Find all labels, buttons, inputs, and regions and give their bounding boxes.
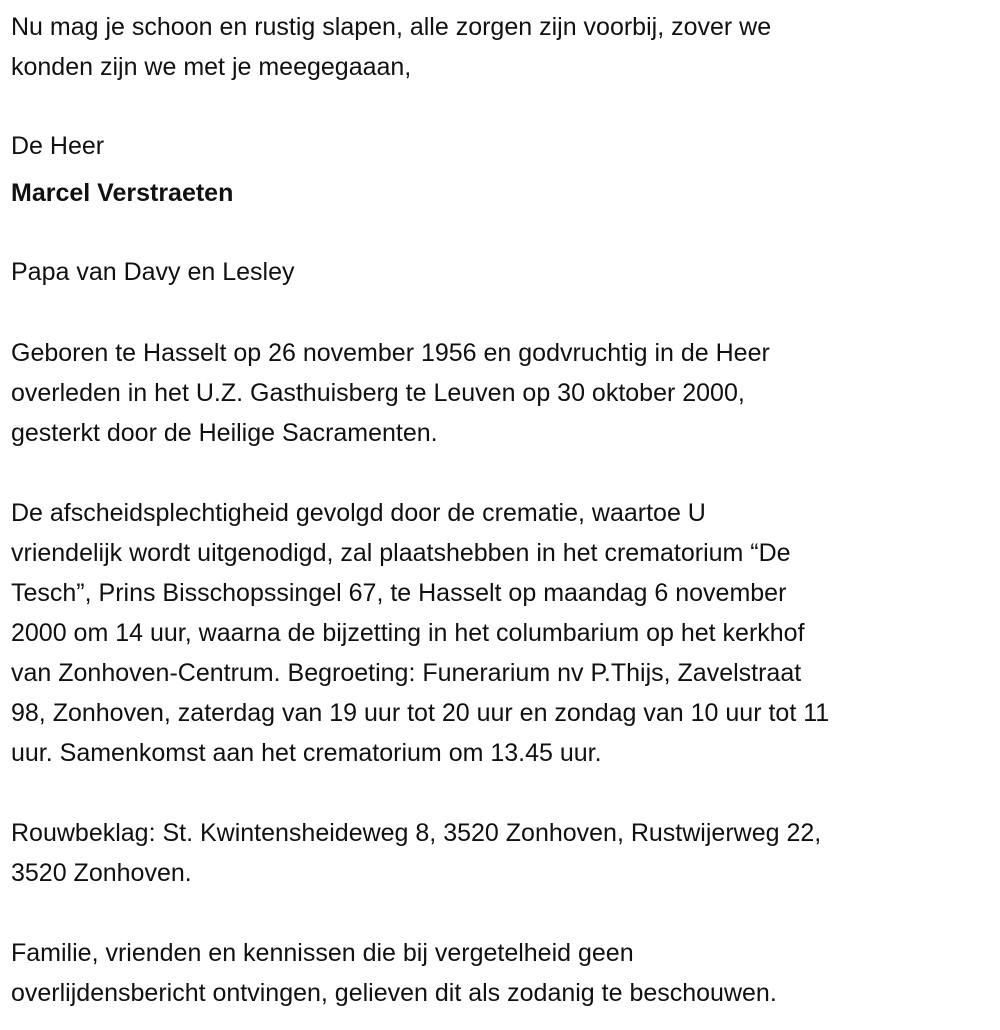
text-line: uur. Samenkomst aan het crematorium om 13.45 uur. <box>11 739 602 767</box>
family-block <box>11 252 295 292</box>
closing-paragraph <box>11 933 777 1013</box>
text-line: 98, Zonhoven, zaterdag van 19 uur tot 20 uur en zondag van 10 uur tot 11 <box>11 699 830 727</box>
text-line: Rouwbeklag: St. Kwintensheideweg 8, 3520 Zonhoven, Rustwijerweg 22, <box>11 819 822 847</box>
deceased-name: Marcel Verstraeten <box>11 179 234 207</box>
text-line: van Zonhoven-Centrum. Begroeting: Funerarium nv P.Thijs, Zavelstraat <box>11 659 802 687</box>
text-line: overleden in het U.Z. Gasthuisberg te Leuven op 30 oktober 2000, <box>11 379 745 407</box>
text-line: gesterkt door de Heilige Sacramenten. <box>11 419 438 447</box>
text-line: konden zijn we met je meegegaaan, <box>11 53 412 81</box>
family-line: Papa van Davy en Lesley <box>11 258 295 286</box>
text-line: Tesch”, Prins Bisschopssingel 67, te Hasselt op maandag 6 november <box>11 579 787 607</box>
mourning-address-paragraph <box>11 813 821 893</box>
deceased-name-block <box>11 173 233 213</box>
text-line: Nu mag je schoon en rustig slapen, alle zorgen zijn voorbij, zover we <box>11 13 772 41</box>
text-line: De afscheidsplechtigheid gevolgd door de crematie, waartoe U <box>11 499 706 527</box>
opening-verse <box>11 7 771 87</box>
ceremony-paragraph <box>11 493 829 773</box>
title-prefix-block <box>11 126 104 166</box>
text-line: Geboren te Hasselt op 26 november 1956 en godvruchtig in de Heer <box>11 339 770 367</box>
text-line: vriendelijk wordt uitgenodigd, zal plaatshebben in het crematorium “De <box>11 539 791 567</box>
title-prefix: De Heer <box>11 132 105 160</box>
text-line: overlijdensbericht ontvingen, gelieven dit als zodanig te beschouwen. <box>11 979 777 1007</box>
birth-death-paragraph <box>11 333 770 453</box>
text-line: Familie, vrienden en kennissen die bij vergetelheid geen <box>11 939 634 967</box>
text-line: 3520 Zonhoven. <box>11 859 192 887</box>
text-line: 2000 om 14 uur, waarna de bijzetting in het columbarium op het kerkhof <box>11 619 805 647</box>
